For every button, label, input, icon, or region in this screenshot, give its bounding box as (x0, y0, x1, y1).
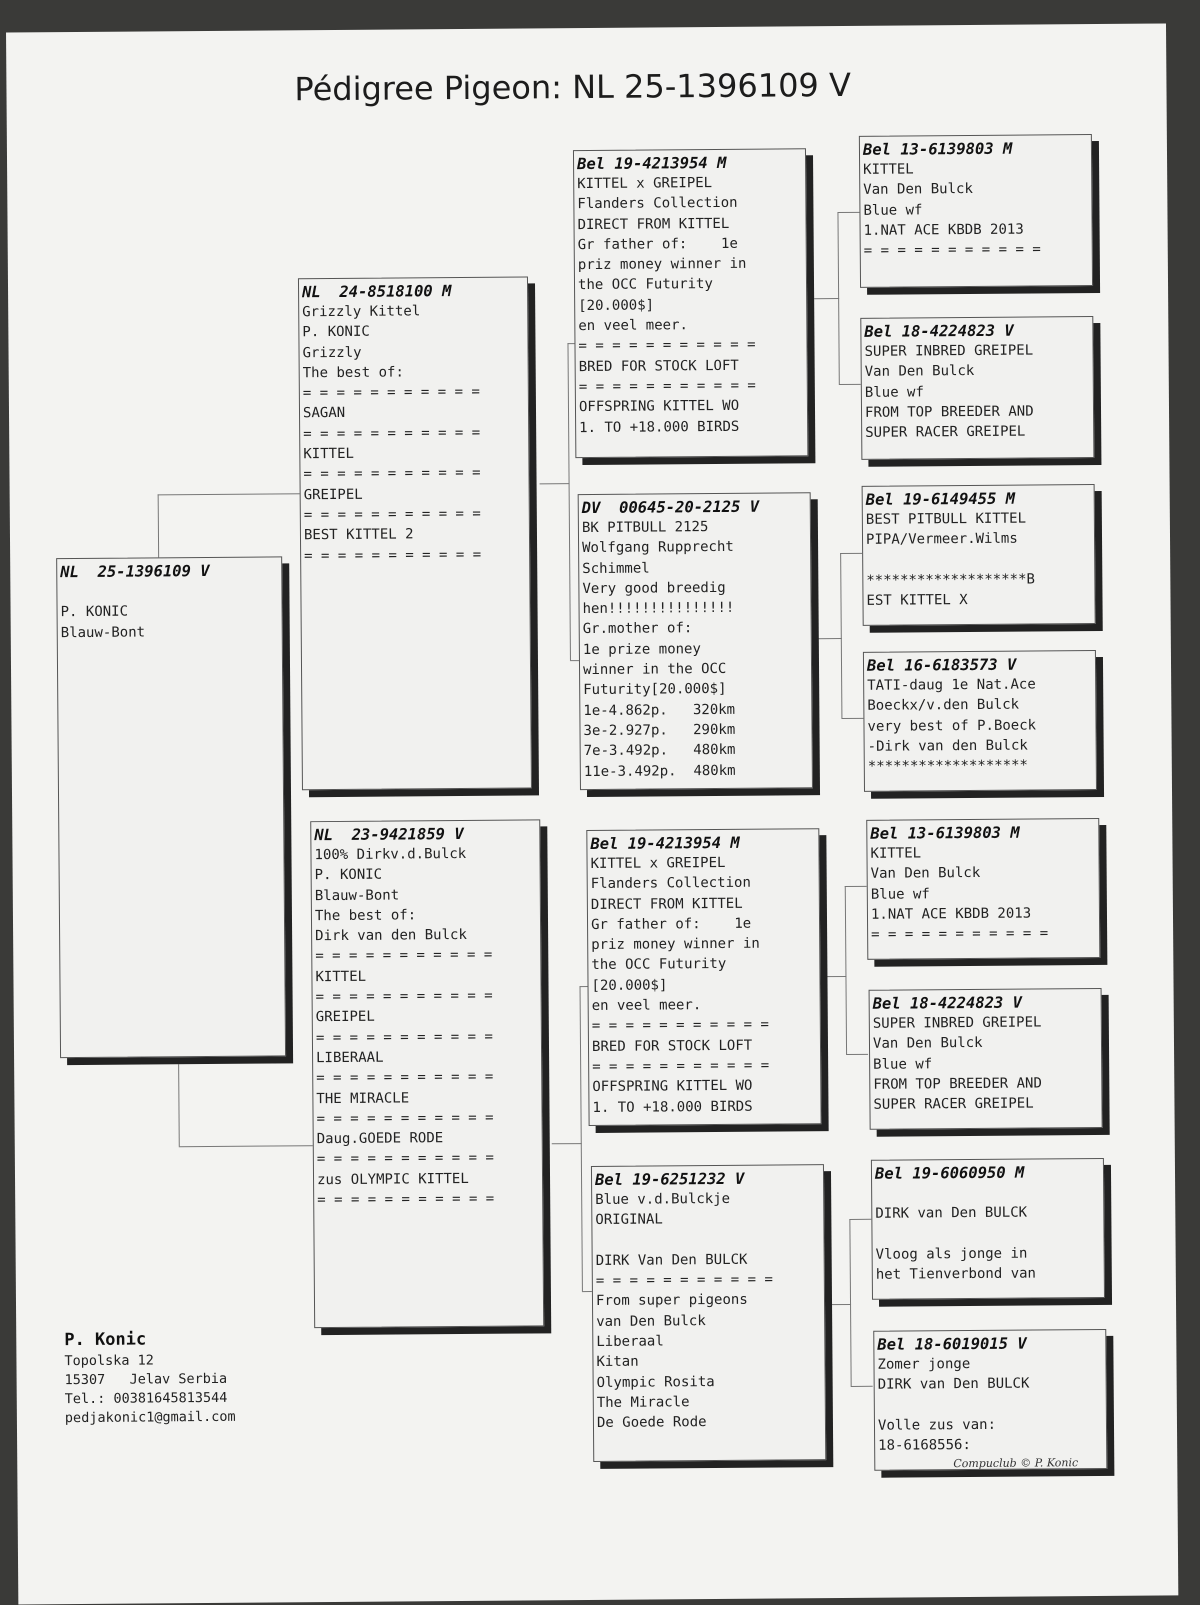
card-line: GREIPEL (303, 486, 363, 503)
card-line: KITTEL (303, 445, 354, 463)
card-line: = = = = = = = = = = = (578, 377, 756, 396)
card-line: = = = = = = = = = = = (303, 424, 481, 443)
card-line: OFFSPRING KITTEL WO (578, 398, 740, 416)
card-line: Blue wf (870, 885, 930, 903)
owner-phone: Tel.: 00381645813544 (64, 1389, 228, 1408)
connector-line (580, 986, 583, 1291)
card-line (866, 549, 1094, 571)
ring-number: NL 23-9421859 V (314, 824, 464, 845)
card-line: Zomer jonge (877, 1356, 971, 1373)
owner-name: P. Konic (64, 1329, 147, 1351)
card-line (60, 580, 281, 602)
ring-number: Bel 18-4224823 V (872, 993, 1023, 1013)
connector-line (179, 1145, 327, 1147)
connector-line (841, 718, 863, 719)
pigeon-card-granddam-paternal (578, 492, 813, 790)
card-line: ******************* (867, 757, 1029, 775)
card-line: Blue wf (873, 1055, 933, 1073)
connector-line (817, 638, 842, 639)
card-line: SUPER INBRED GREIPEL (872, 1014, 1042, 1032)
card-line: = = = = = = = = = = = (316, 1109, 494, 1128)
card-line: BEST PITBULL KITTEL (865, 510, 1027, 528)
connector-line (814, 298, 839, 299)
owner-address: Topolska 12 (64, 1352, 154, 1370)
card-line: Van Den Bulck (872, 1035, 983, 1053)
card-line: = = = = = = = = = = = (315, 987, 493, 1006)
connector-line (840, 553, 842, 718)
card-line: 1. TO +18.000 BIRDS (579, 418, 740, 436)
ring-number: Bel 13-6139803 M (862, 139, 1013, 159)
card-line: *******************B (866, 571, 1035, 589)
card-line: EST KITTEL X (866, 592, 968, 610)
owner-email: pedjakonic1@gmail.com (64, 1408, 236, 1427)
connector-line (158, 493, 304, 495)
card-line (875, 1223, 1103, 1245)
card-line: Wolfgang Rupprecht (582, 539, 734, 557)
card-line: = = = = = = = = = = = (592, 1057, 770, 1075)
connector-line (851, 1386, 873, 1387)
card-line: van Den Bulck (596, 1312, 706, 1330)
pigeon-card-great-grandparent (860, 316, 1094, 460)
card-line: priz money winner in (577, 255, 747, 274)
card-line: = = = = = = = = = = = (317, 1190, 495, 1209)
card-line: [20.000$] (578, 297, 655, 314)
connector-line (849, 1219, 851, 1386)
card-line: the OCC Futurity (577, 276, 713, 294)
connector-line (582, 1291, 592, 1292)
connector-line (826, 1304, 851, 1305)
card-line: Blue wf (864, 383, 924, 401)
pigeon-card-great-grandparent (859, 134, 1093, 288)
card-line: SAGAN (302, 405, 346, 422)
connector-line (837, 212, 859, 213)
card-line: P. KONIC (314, 866, 383, 884)
owner-city: 15307 Jelav Serbia (64, 1370, 228, 1389)
connector-line (839, 384, 861, 385)
card-line: 1.NAT ACE KBDB 2013 (863, 221, 1024, 239)
card-line: FROM TOP BREEDER AND (864, 403, 1034, 421)
card-line: Volle zus van: (877, 1416, 997, 1434)
card-line (878, 1394, 1106, 1416)
card-line: Gr father of: 1e (577, 235, 738, 253)
ring-number: Bel 19-4213954 M (576, 153, 727, 174)
card-line: hen!!!!!!!!!!!!!!! (582, 600, 735, 618)
card-line: Blue wf (863, 201, 923, 219)
card-line: = = = = = = = = = = = (315, 947, 493, 965)
connector-line (840, 553, 862, 554)
software-credit: Compuclub © P. Konic (953, 1456, 1079, 1471)
card-line: 1e prize money (582, 640, 701, 658)
card-line: [20.000$] (591, 977, 668, 994)
card-line: Vloog als jonge in (875, 1245, 1028, 1263)
card-line: DIRK van Den BULCK (877, 1375, 1030, 1394)
ring-number: Bel 19-6149455 M (865, 489, 1016, 509)
card-line: BRED FOR STOCK LOFT (591, 1037, 753, 1055)
owner-contact (64, 1327, 235, 1428)
card-line: The Miracle (596, 1394, 690, 1411)
card-line: 3e-2.927p. 290km (583, 721, 736, 740)
card-line: SUPER RACER GREIPEL (865, 423, 1026, 442)
card-line: Daug.GOEDE RODE (316, 1130, 444, 1148)
card-line: Blauw-Bont (314, 887, 400, 904)
card-line: Very good breedig (582, 579, 726, 597)
card-line: = = = = = = = = = = = (316, 1069, 494, 1087)
card-line: OFFSPRING KITTEL WO (592, 1077, 753, 1096)
pigeon-card-dam (310, 819, 544, 1328)
card-line: KITTEL (315, 968, 367, 985)
pigeon-card-sire (298, 276, 532, 790)
card-line: 1e-4.862p. 320km (583, 701, 736, 719)
card-line: TATI-daug 1e Nat.Ace (867, 676, 1036, 694)
card-line: DIRECT FROM KITTEL (577, 215, 730, 233)
card-line: SUPER INBRED GREIPEL (864, 342, 1034, 360)
pigeon-card-grandsire-paternal (573, 148, 808, 458)
connector-line (540, 483, 570, 484)
card-line: GREIPEL (315, 1009, 375, 1026)
card-line: Flanders Collection (577, 195, 738, 213)
card-line: = = = = = = = = = = = (315, 1028, 493, 1046)
card-line: Blauw-Bont (60, 624, 146, 641)
card-line: = = = = = = = = = = = (591, 1016, 769, 1035)
card-line (595, 1229, 823, 1251)
card-line: BEST KITTEL 2 (303, 526, 414, 544)
connector-line (821, 976, 846, 977)
card-line: het Tienverbond van (875, 1265, 1037, 1283)
card-line: De Goede Rode (596, 1414, 707, 1432)
card-line: The best of: (314, 907, 417, 925)
card-line: DIRK Van Den BULCK (595, 1251, 748, 1269)
ring-number: Bel 13-6139803 M (870, 823, 1020, 843)
card-line: = = = = = = = = = = = (303, 505, 481, 524)
card-line: = = = = = = = = = = = (304, 546, 482, 564)
connector-line (552, 1143, 582, 1144)
card-line: Gr father of: 1e (590, 915, 752, 933)
card-line: -Dirk van den Bulck (867, 737, 1028, 755)
card-line: FROM TOP BREEDER AND (873, 1075, 1042, 1093)
card-line: KITTEL x GREIPEL (590, 854, 726, 872)
pigeon-card-subject (56, 556, 286, 1058)
ring-number: Bel 18-4224823 V (864, 321, 1014, 341)
connector-line (567, 343, 570, 660)
card-line: Kitan (596, 1354, 639, 1371)
card-line: Flanders Collection (590, 875, 751, 893)
card-line: priz money winner in (591, 935, 760, 954)
ring-number: DV 00645-20-2125 V (581, 497, 760, 518)
ring-number: Bel 16-6183573 V (866, 655, 1017, 675)
card-line: Dirk van den Bulck (315, 927, 467, 945)
card-line: P. KONIC (302, 324, 370, 341)
pigeon-card-great-grandparent (871, 1158, 1105, 1300)
card-line: winner in the OCC (582, 660, 727, 679)
card-line: 11e-3.492p. 480km (583, 762, 736, 780)
pigeon-card-great-grandparent (869, 988, 1103, 1130)
card-line: Grizzly Kittel (302, 303, 421, 321)
card-line: = = = = = = = = = = = (303, 465, 481, 483)
card-line: Gr.mother of: (582, 620, 693, 638)
card-line: Schimmel (582, 560, 650, 577)
card-line: DIRECT FROM KITTEL (590, 895, 743, 913)
card-line: = = = = = = = = = = = (595, 1271, 773, 1290)
card-line: = = = = = = = = = = = (578, 337, 756, 355)
ring-number: Bel 19-4213954 M (590, 833, 740, 853)
card-line: BK PITBULL 2125 (581, 519, 709, 537)
card-line: = = = = = = = = = = = (302, 384, 480, 402)
ring-number: Bel 18-6019015 V (877, 1334, 1027, 1354)
card-line: = = = = = = = = = = = (863, 241, 1041, 260)
connector-line (849, 1219, 871, 1220)
pigeon-card-great-grandparent (863, 650, 1097, 792)
pigeon-card-great-grandparent (862, 484, 1096, 626)
card-line: KITTEL (870, 845, 922, 862)
card-line: KITTEL (863, 161, 914, 178)
card-line: = = = = = = = = = = = (316, 1150, 494, 1168)
card-line: 7e-3.492p. 480km (583, 742, 736, 760)
card-line: P. KONIC (60, 603, 129, 621)
card-line: KITTEL x GREIPEL (577, 175, 713, 193)
connector-line (845, 886, 847, 1054)
pigeon-card-granddam-maternal (591, 1164, 826, 1462)
card-line: Futurity[20.000$] (583, 681, 727, 699)
card-line: zus OLYMPIC KITTEL (316, 1170, 469, 1188)
card-line: en veel meer. (578, 317, 688, 335)
card-line: Boeckx/v.den Bulck (867, 696, 1020, 715)
card-line: SUPER RACER GREIPEL (873, 1095, 1034, 1113)
card-line: BRED FOR STOCK LOFT (578, 357, 739, 375)
ring-number: Bel 19-6251232 V (594, 1169, 745, 1189)
card-line: LIBERAAL (316, 1049, 384, 1067)
card-line: en veel meer. (591, 997, 702, 1015)
card-line: DIRK van Den BULCK (875, 1204, 1028, 1223)
card-line: THE MIRACLE (316, 1089, 410, 1107)
card-line: the OCC Futurity (591, 956, 727, 974)
pigeon-card-great-grandparent (866, 818, 1100, 960)
card-line (875, 1182, 1103, 1204)
pigeon-card-great-grandparent (873, 1329, 1107, 1471)
card-line: Olympic Rosita (596, 1373, 715, 1391)
card-line: Van Den Bulck (864, 363, 975, 381)
ring-number: NL 25-1396109 V (60, 561, 210, 582)
card-line: Van Den Bulck (870, 865, 981, 883)
card-line: = = = = = = = = = = = (871, 925, 1049, 943)
card-line: very best of P.Boeck (867, 717, 1037, 735)
card-line: Liberaal (596, 1333, 664, 1351)
card-line: 18-6168556: (878, 1437, 971, 1454)
pigeon-card-grandsire-maternal (586, 828, 821, 1126)
card-line: Van Den Bulck (863, 181, 973, 199)
card-line: PIPA/Vermeer.Wilms (865, 530, 1018, 549)
card-line: 1. TO +18.000 BIRDS (592, 1098, 753, 1116)
ring-number: NL 24-8518100 M (301, 282, 452, 302)
connector-line (837, 212, 839, 384)
card-line: ORIGINAL (595, 1211, 663, 1229)
connector-line (846, 1054, 868, 1055)
pedigree-sheet (6, 23, 1178, 1604)
card-line: From super pigeons (595, 1292, 748, 1310)
card-line: 100% Dirkv.d.Bulck (314, 845, 467, 864)
connector-line (158, 494, 160, 566)
card-line: Blue v.d.Bulckje (595, 1190, 731, 1208)
card-line: Grizzly (302, 344, 362, 361)
card-line: The best of: (302, 364, 404, 382)
connector-line (178, 1064, 180, 1146)
page-title: Pédigree Pigeon: NL 25-1396109 V (294, 65, 852, 109)
card-line: 1.NAT ACE KBDB 2013 (870, 905, 1032, 923)
ring-number: Bel 19-6060950 M (874, 1163, 1025, 1183)
connector-line (845, 886, 867, 887)
